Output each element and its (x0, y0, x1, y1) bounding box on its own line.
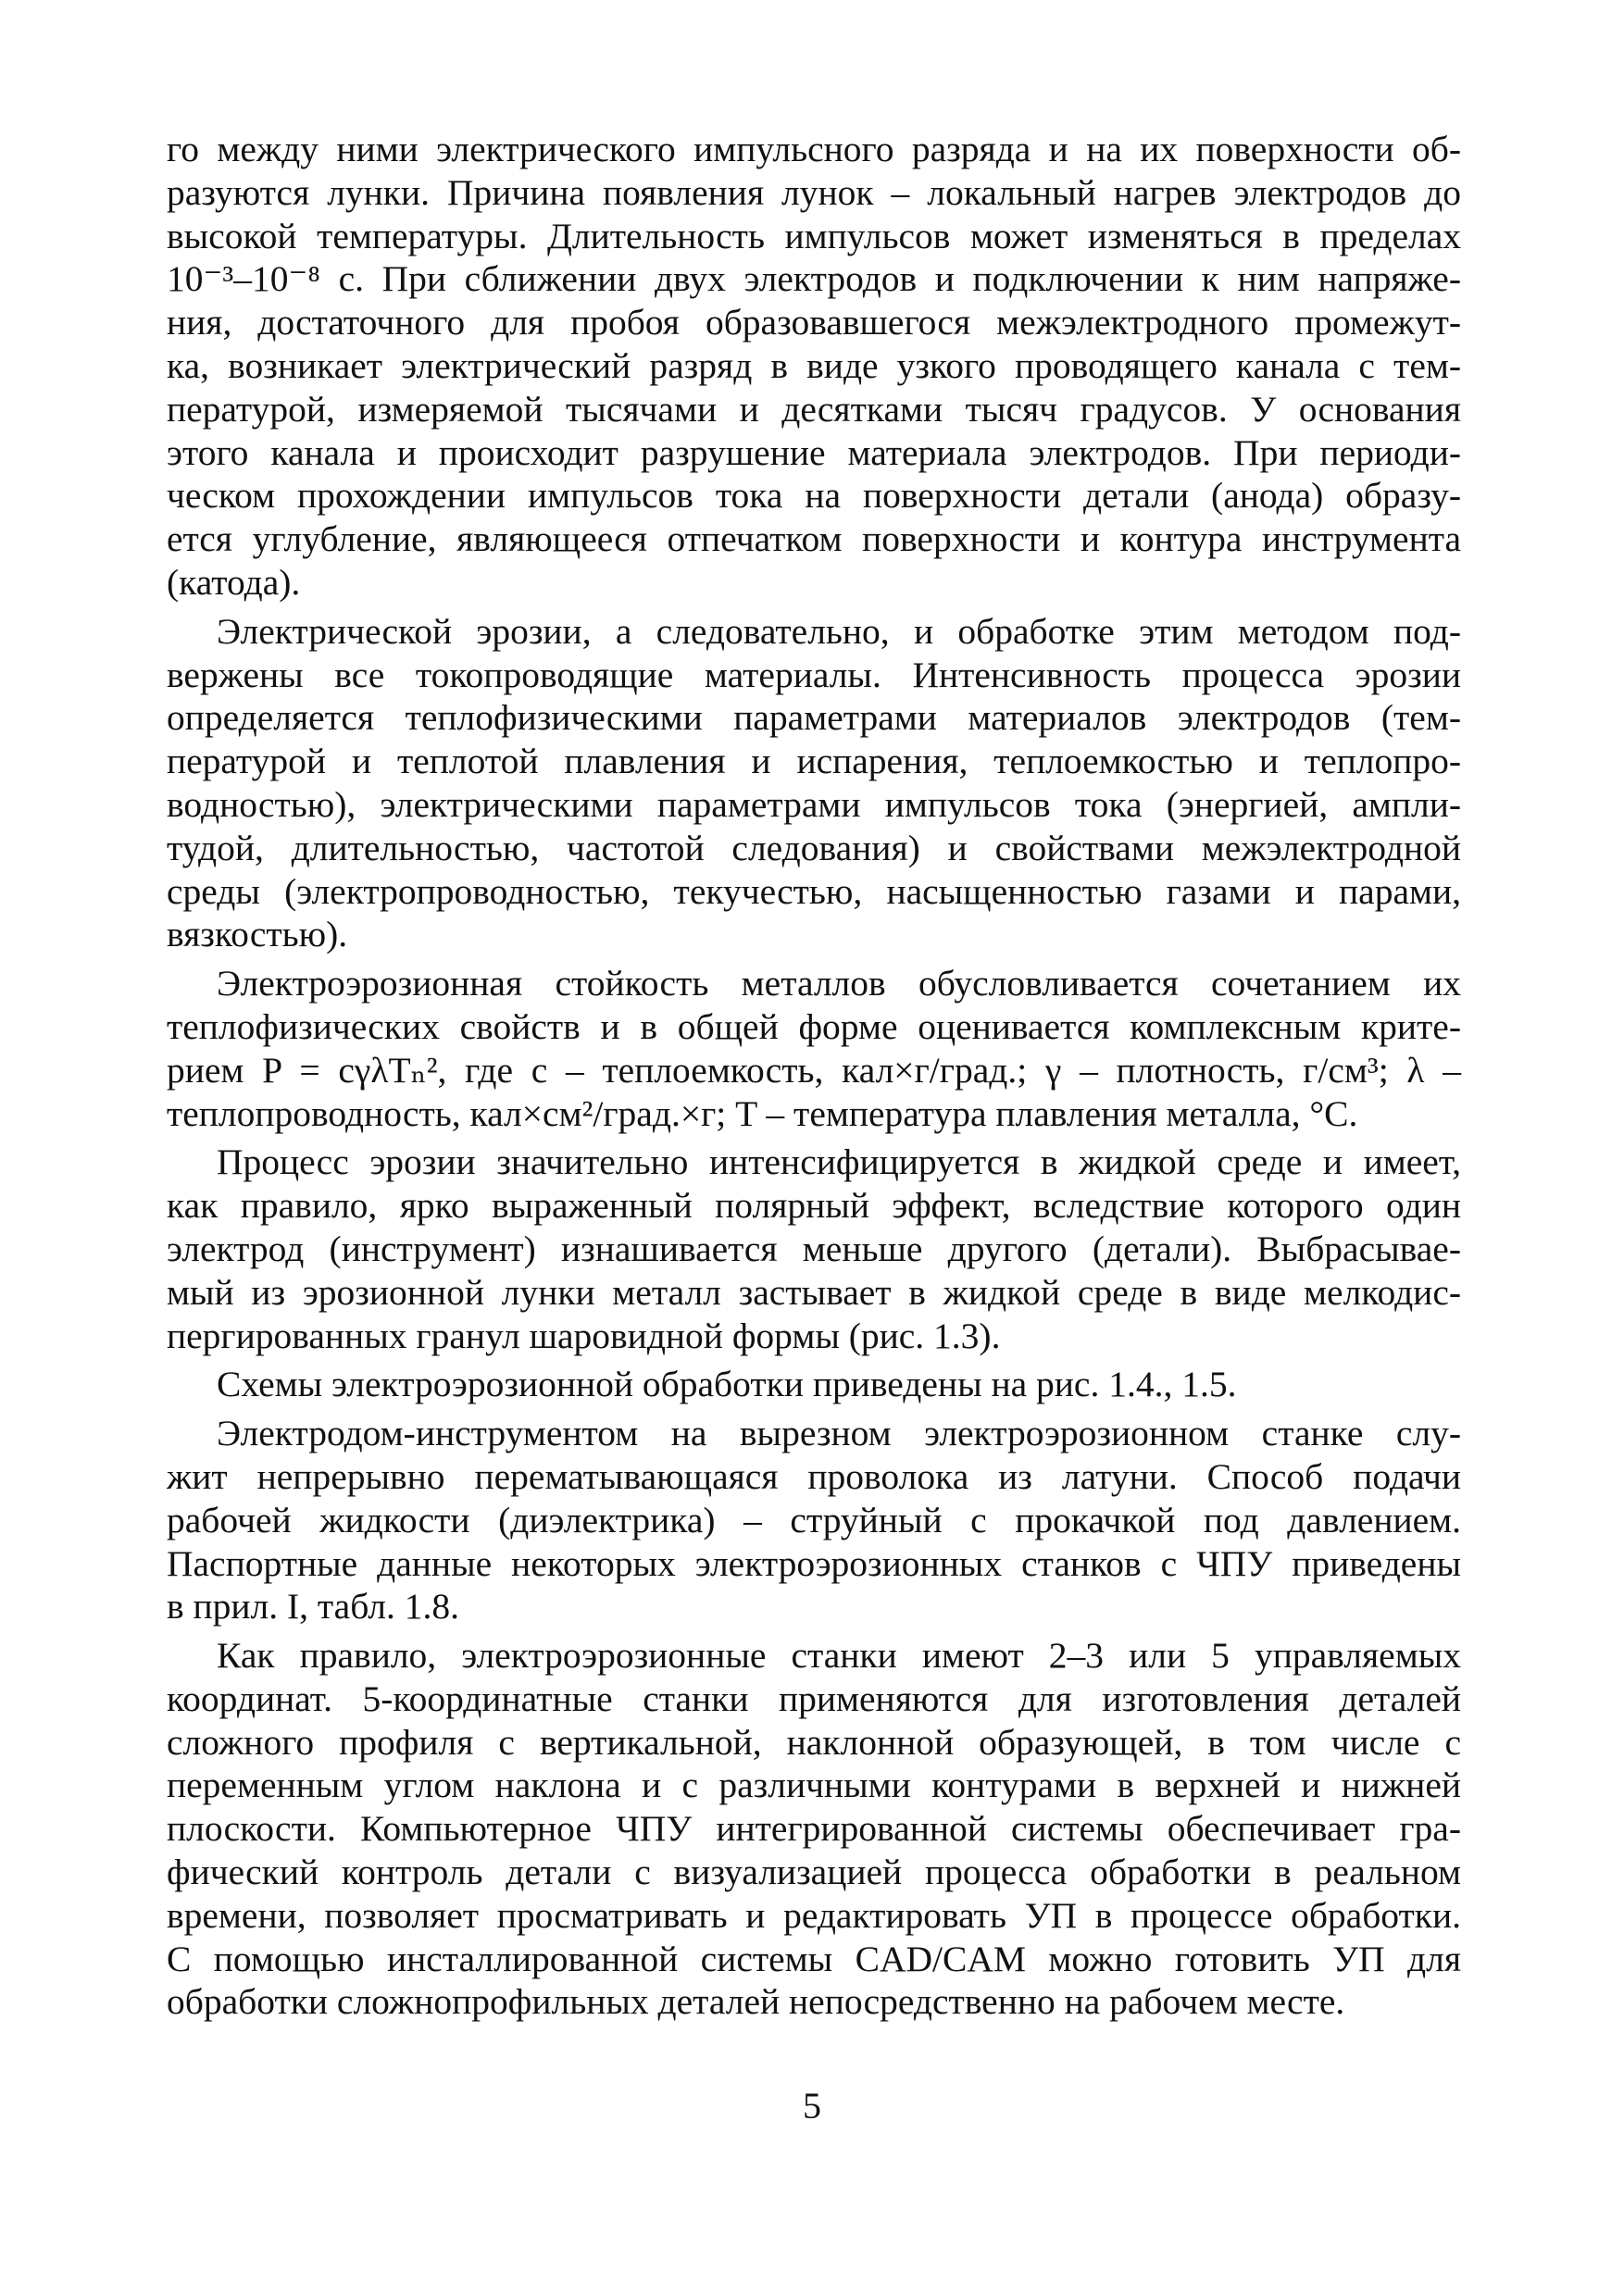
text-line: плоскости. Компьютерное ЧПУ интегрированной системы обеспечивает гра- (167, 1808, 1461, 1850)
text-line: этого канала и происходит разрушение материала электродов. При периоди- (167, 431, 1461, 473)
text-line: (катода). (167, 561, 301, 603)
paragraph (167, 962, 1461, 1135)
text-line: Электродом-инструментом на вырезном электроэрозионном станке слу- (217, 1413, 1461, 1454)
paragraph (167, 1141, 1461, 1357)
text-line: жит непрерывно перематывающаяся проволока из латуни. Способ подачи (167, 1455, 1461, 1497)
text-line: Процесс эрозии значительно интенсифицируется в жидкой среде и имеет, (217, 1141, 1461, 1183)
paragraph (167, 1363, 1461, 1406)
text-line: Как правило, электроэрозионные станки имеют 2–3 или 5 управляемых (217, 1635, 1461, 1677)
text-line: мый из эрозионной лунки металл застывает в жидкой среде в виде мелкодис- (167, 1271, 1461, 1313)
text-line: тудой, длительностью, частотой следования) и свойствами межэлектродной (167, 827, 1461, 868)
text-line: электрод (инструмент) изнашивается меньше другого (детали). Выбрасывае- (167, 1228, 1461, 1269)
text-line: вержены все токопроводящие материалы. Интенсивность процесса эрозии (167, 654, 1461, 695)
text-line: С помощью инсталлированной системы CAD/CAM можно готовить УП для (167, 1938, 1461, 1979)
text-line: переменным углом наклона и с различными контурами в верхней и нижней (167, 1765, 1461, 1806)
paragraph (167, 128, 1461, 605)
text-line: ния, достаточного для пробоя образовавшегося межэлектродного промежут- (167, 302, 1461, 343)
text-line: теплопроводность, кал×см²/град.×г; T – температура плавления металла, °C. (167, 1092, 1358, 1134)
text-line: координат. 5-координатные станки применяются для изготовления деталей (167, 1678, 1461, 1719)
paragraph (167, 610, 1461, 956)
text-line: ется углубление, являющееся отпечатком поверхности и контура инструмента (167, 518, 1461, 560)
text-line: го между ними электрического импульсного разряда и на их поверхности об- (167, 129, 1461, 169)
text-line: теплофизических свойств и в общей форме оценивается комплексным крите- (167, 1005, 1461, 1047)
text-line: высокой температуры. Длительность импульсов может изменяться в пределах (167, 215, 1461, 256)
text-line: разуются лунки. Причина появления лунок – локальный нагрев электродов до (167, 171, 1461, 213)
text-line: рием P = cγλTₙ², где c – теплоемкость, кал×г/град.; γ – плотность, г/см³; λ – (167, 1049, 1461, 1091)
body-text (167, 128, 1461, 2024)
text-line: среды (электропроводностью, текучестью, насыщенностью газами и парами, (167, 870, 1461, 912)
text-line: в прил. I, табл. 1.8. (167, 1586, 460, 1628)
text-line: как правило, ярко выраженный полярный эффект, вследствие которого один (167, 1185, 1461, 1227)
text-line: фический контроль детали с визуализацией процесса обработки в реальном (167, 1852, 1461, 1893)
page-number: 5 (803, 2085, 821, 2127)
text-line: пературой и теплотой плавления и испарения, теплоемкостью и теплопро- (167, 741, 1461, 782)
text-line: времени, позволяет просматривать и редактировать УП в процессе обработки. (167, 1894, 1461, 1936)
text-line: ка, возникает электрический разряд в виде узкого проводящего канала с тем- (167, 344, 1461, 386)
text-line: 10⁻³–10⁻⁸ с. При сближении двух электродов и подключении к ним напряже- (167, 258, 1461, 300)
text-line: определяется теплофизическими параметрами материалов электродов (тем- (167, 697, 1461, 739)
text-line: Электрической эрозии, а следовательно, и обработке этим методом под- (217, 610, 1461, 652)
text-line: Схемы электроэрозионной обработки приведены на рис. 1.4., 1.5. (217, 1364, 1237, 1405)
text-line: вязкостью). (167, 914, 348, 955)
text-line: Паспортные данные некоторых электроэрозионных станков с ЧПУ приведены (167, 1542, 1461, 1584)
paragraph (167, 1412, 1461, 1628)
text-line: водностью), электрическими параметрами импульсов тока (энергией, ампли- (167, 783, 1461, 825)
text-line: рабочей жидкости (диэлектрика) – струйный с прокачкой под давлением. (167, 1499, 1461, 1540)
text-line: обработки сложнопрофильных деталей непосредственно на рабочем месте. (167, 1981, 1345, 2023)
text-line: пергированных гранул шаровидной формы (рис. 1.3). (167, 1315, 1001, 1356)
text-line: пературой, измеряемой тысячами и десятками тысяч градусов. У основания (167, 388, 1461, 430)
paragraph (167, 1634, 1461, 2024)
text-line: Электроэрозионная стойкость металлов обусловливается сочетанием их (217, 963, 1461, 1004)
text-line: ческом прохождении импульсов тока на поверхности детали (анода) образу- (167, 475, 1461, 517)
text-line: сложного профиля с вертикальной, наклонной образующей, в том числе с (167, 1721, 1461, 1763)
